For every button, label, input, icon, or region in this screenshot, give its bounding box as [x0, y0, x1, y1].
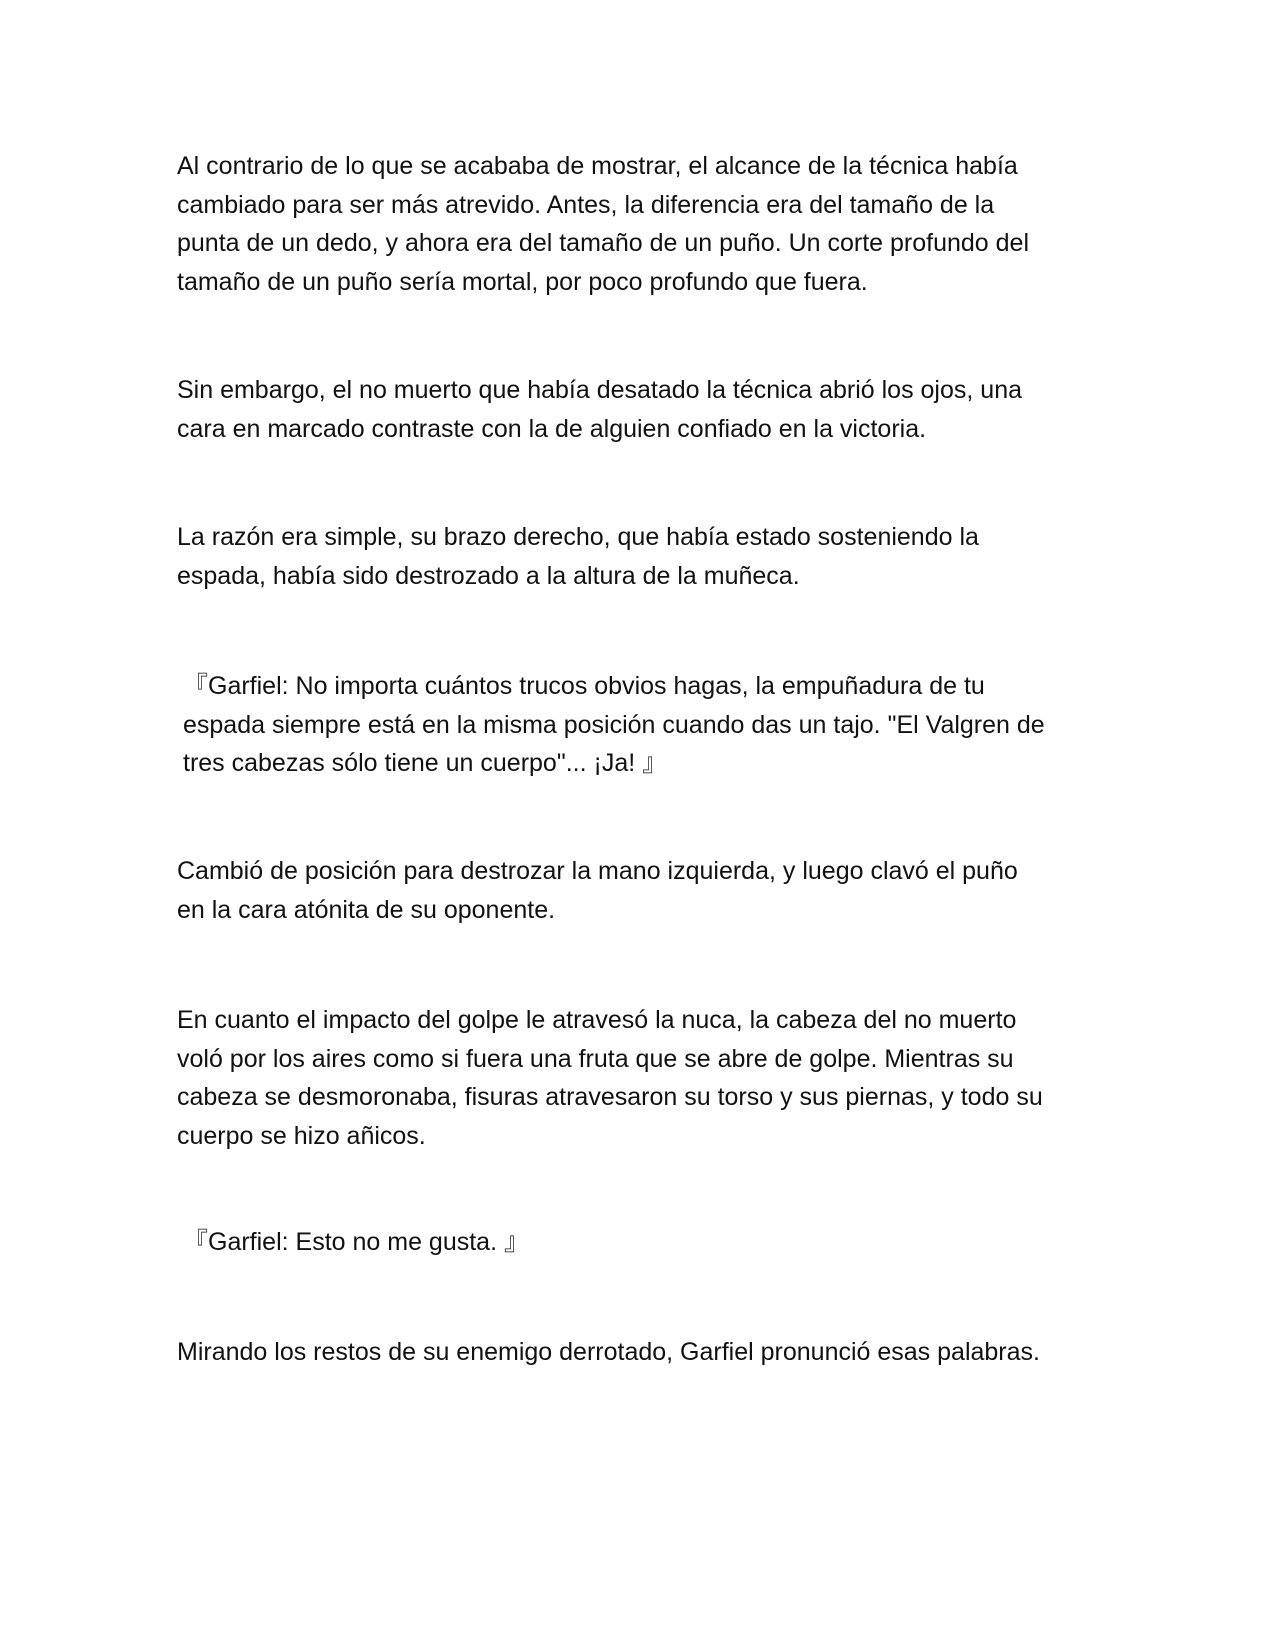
paragraph-undead-eyes: Sin embargo, el no muerto que había desatado la técnica abrió los ojos, una cara en marcado contraste con la de alguien confiado en la victoria. — [177, 376, 1022, 443]
paragraph-head-shatter: En cuanto el impacto del golpe le atravesó la nuca, la cabeza del no muerto voló por los aires como si fuera una fruta que se abre de golpe. Mientras su cabeza se desmoronaba, fisuras atravesaron su torso y sus piernas, y todo su cuerpo se hizo añicos. — [177, 1006, 1043, 1150]
dialogue-garfiel-grip: 『Garfiel: No importa cuántos trucos obvios hagas, la empuñadura de tu espada siempre está en la misma posición cuando das un tajo. "El Valgren de tres cabezas sólo tiene un cuerpo"... ¡Ja! 』 — [183, 672, 1045, 777]
dialogue-garfiel-dislike: 『Garfiel: Esto no me gusta. 』 — [183, 1228, 529, 1256]
paragraph-right-arm: La razón era simple, su brazo derecho, que había estado sosteniendo la espada, había sido destrozado a la altura de la muñeca. — [177, 523, 979, 590]
paragraph-closing: Mirando los restos de su enemigo derrotado, Garfiel pronunció esas palabras. — [177, 1338, 1040, 1366]
paragraph-left-hand: Cambió de posición para destrozar la mano izquierda, y luego clavó el puño en la cara atónita de su oponente. — [177, 857, 1018, 924]
paragraph-technique-range: Al contrario de lo que se acababa de mostrar, el alcance de la técnica había cambiado para ser más atrevido. Antes, la diferencia era del tamaño de la punta de un dedo, y ahora era del tamaño de un puño. Un corte profundo del tamaño de un puño sería mortal, por poco profundo que fuera. — [177, 152, 1030, 296]
